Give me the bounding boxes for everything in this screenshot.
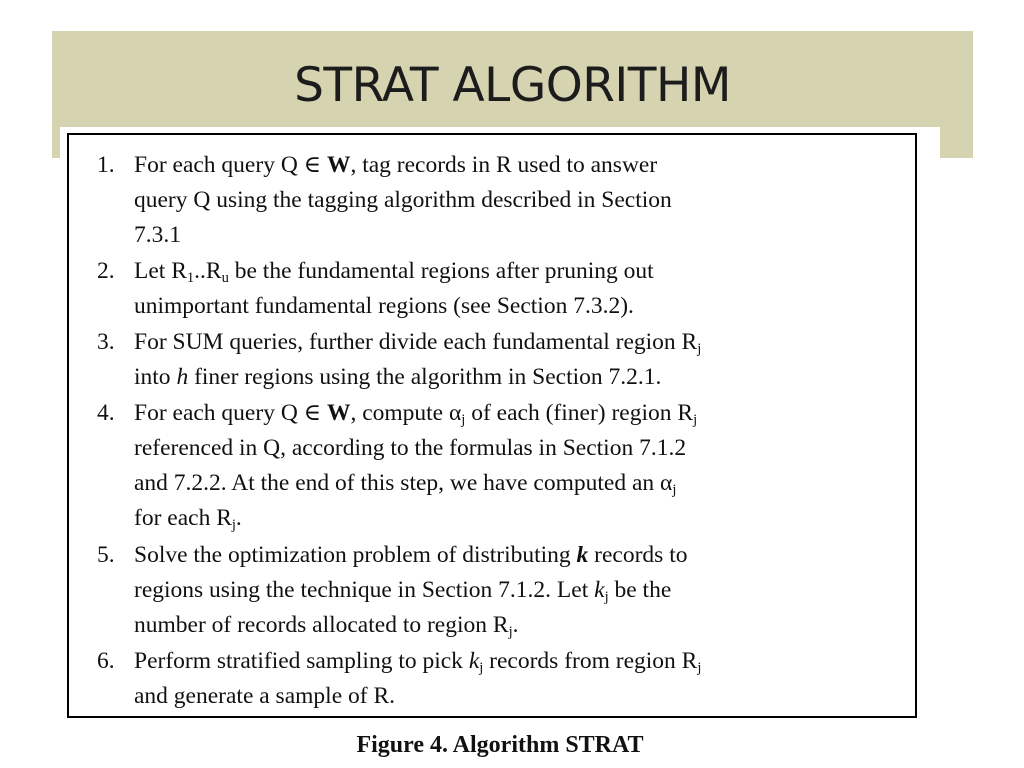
step-number: 5. <box>97 542 115 568</box>
step-line: and 7.2.2. At the end of this step, we have computed an $\alpha_j$ <box>134 470 677 499</box>
step-text <box>134 148 897 253</box>
step-line: referenced in Q, according to the formulas in Section 7.1.2 <box>134 435 687 461</box>
step-3 <box>97 325 897 395</box>
step-text <box>134 644 897 714</box>
step-line: Solve the optimization problem of distributing k records to <box>134 542 688 568</box>
step-number: 2. <box>97 258 115 284</box>
step-4 <box>97 396 897 536</box>
step-5 <box>97 538 897 643</box>
step-number: 6. <box>97 648 115 674</box>
step-line: For each query Q ∈ W, tag records in R used to answer <box>134 152 658 178</box>
step-number: 1. <box>97 152 115 178</box>
step-line: Perform stratified sampling to pick $k_j$ records from region $R_j$ <box>134 648 702 677</box>
step-line: unimportant fundamental regions (see Section 7.3.2). <box>134 293 634 319</box>
step-text <box>134 325 897 395</box>
step-line: number of records allocated to region $R_j$. <box>134 612 519 641</box>
step-1 <box>97 148 897 253</box>
step-line: For each query Q ∈ W, compute $\alpha_j$ of each (finer) region $R_j$ <box>134 400 698 429</box>
step-line: 7.3.1 <box>134 222 181 248</box>
step-2 <box>97 254 897 324</box>
step-text <box>134 538 897 643</box>
algorithm-box <box>67 133 917 718</box>
step-line: For SUM queries, further divide each fundamental region $R_j$ <box>134 329 702 358</box>
step-text <box>134 254 897 324</box>
figure-caption: Figure 4. Algorithm STRAT <box>356 732 644 758</box>
step-line: query Q using the tagging algorithm described in Section <box>134 187 672 213</box>
slide-title: STRAT ALGORITHM <box>294 58 731 113</box>
step-text <box>134 396 897 536</box>
step-line: and generate a sample of R. <box>134 683 396 709</box>
step-line: into h finer regions using the algorithm in Section 7.2.1. <box>134 364 662 390</box>
step-line: Let $R_1..R_u$ be the fundamental regions after pruning out <box>134 258 654 287</box>
step-line: for each $R_j$. <box>134 505 242 534</box>
step-number: 3. <box>97 329 115 355</box>
step-number: 4. <box>97 400 115 426</box>
step-line: regions using the technique in Section 7.1.2. Let $k_j$ be the <box>134 577 672 606</box>
step-6 <box>97 644 897 714</box>
